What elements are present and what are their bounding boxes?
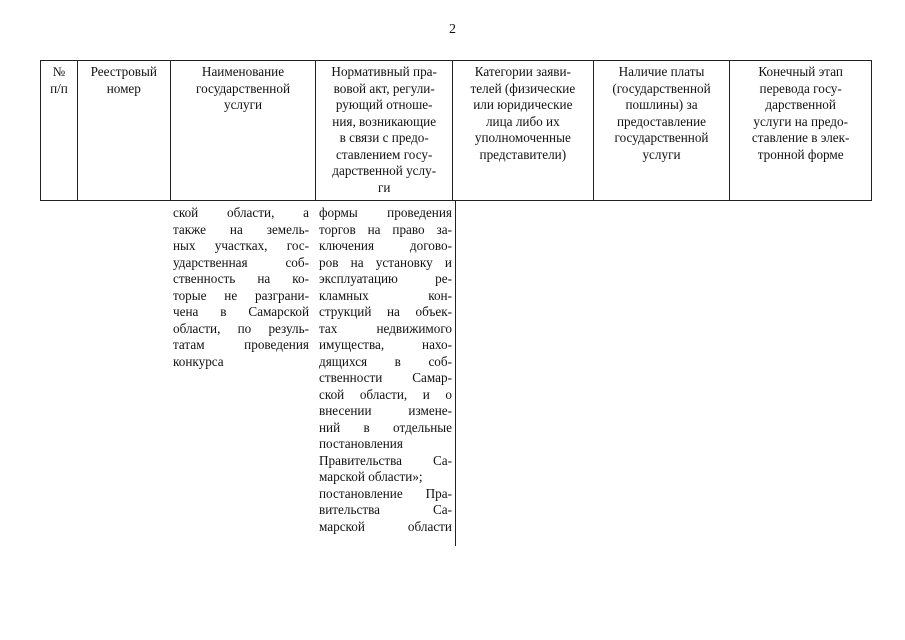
text-line: татам проведения [173, 337, 309, 352]
text-line: формы проведения [319, 205, 452, 220]
text-line: ской области, а [173, 205, 309, 220]
text-line: ударственная соб- [173, 254, 309, 270]
header-final-stage: Конечный этап перевода госу- дарственной услуги на предо- ставление в элек- тронной форме [751, 64, 850, 162]
text-line: ственности Самар- [319, 370, 452, 385]
text-line: также на земель- [173, 221, 309, 237]
legal-act-cell [319, 205, 452, 535]
text-line: Правительства Са- [319, 452, 452, 468]
text-line: кламных кон- [319, 287, 452, 303]
text-line: тах недвижимого [319, 320, 452, 336]
text-line: ской области, и о [319, 386, 452, 402]
text-line: ственность на ко- [173, 271, 309, 286]
text-line: внесении измене- [319, 403, 452, 418]
text-line: эксплуатацию ре- [319, 271, 452, 286]
header-number: № п/п [41, 61, 78, 200]
text-line: торые не разграни- [173, 287, 309, 303]
text-line: торгов на право за- [319, 221, 452, 237]
text-line: ключения догово- [319, 238, 452, 253]
header-legal-act: Нормативный пра- вовой акт, регули- рующий отноше- ния, возникающие в связи с предо- ставлением госу- дарственной услу- ги [316, 61, 453, 200]
text-line: дящихся в соб- [319, 353, 452, 369]
text-line: конкурса [173, 353, 224, 369]
text-line: чена в Самарской [173, 304, 309, 319]
text-line: области, по резуль- [173, 320, 309, 336]
service-name-cell [173, 205, 309, 370]
text-line: ров на установку и [319, 254, 452, 270]
column-divider [455, 201, 456, 546]
header-fee: Наличие платы (государственной пошлины) за предоставление государственной услуги [594, 61, 731, 200]
header-service-name: Наименование государственной услуги [171, 61, 317, 200]
page-number: 2 [449, 22, 456, 37]
text-line: марской области»; [319, 469, 423, 484]
text-line: струкций на объек- [319, 304, 452, 319]
text-line: имущества, нахо- [319, 337, 452, 352]
text-line: вительства Са- [319, 502, 452, 517]
text-line: ных участках, гос- [173, 238, 309, 253]
text-line: постановления [319, 436, 403, 451]
text-line: ний в отдельные [319, 419, 452, 435]
table-header [40, 60, 872, 201]
text-line: марской области [319, 518, 452, 534]
header-registry-number: Реестровый номер [78, 61, 171, 200]
header-applicant-categories: Категории заяви- телей (физические или юридические лица либо их уполномоченные представители) [453, 61, 594, 200]
text-line: постановление Пра- [319, 485, 452, 501]
